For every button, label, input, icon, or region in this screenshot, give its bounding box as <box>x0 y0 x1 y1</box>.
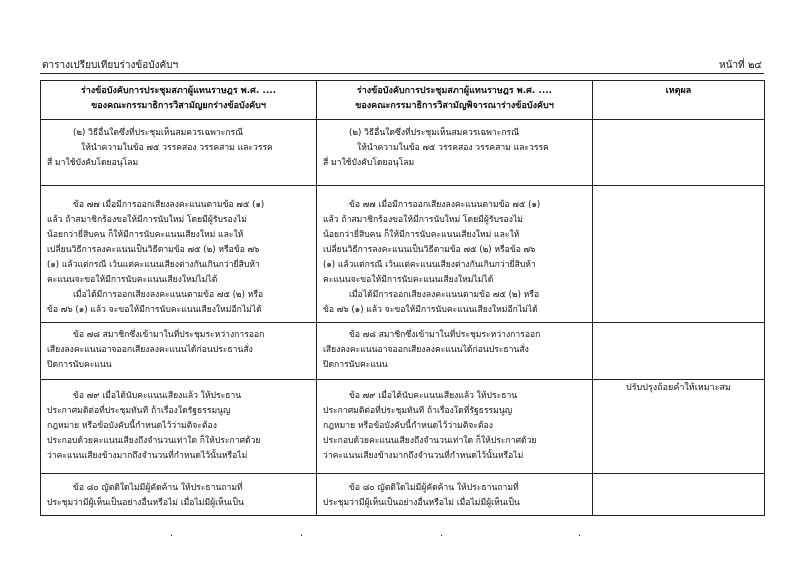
text-line: (๒) วิธีอื่นใดซึ่งที่ประชุมเห็นสมควรเฉพาะกรณี <box>73 128 244 138</box>
text-line: ข้อ ๗๘ สมาชิกซึ่งเข้ามาในที่ประชุมระหว่างการออก <box>349 330 541 340</box>
table-row <box>41 186 765 323</box>
text-line: เสียงลงคะแนนอาจออกเสียงลงคะแนนได้ก่อนประธานสั่ง <box>323 345 529 355</box>
column-header-line: ร่างข้อบังคับการประชุมสภาผู้แทนราษฎร พ.ศ. .... <box>80 86 277 96</box>
text-line: แล้ว ถ้าสมาชิกร้องขอให้มีการนับใหม่ โดยมีผู้รับรองไม่ <box>323 215 523 225</box>
text-line: เมื่อได้มีการออกเสียงลงคะแนนตามข้อ ๗๕ (๒) หรือ <box>349 290 540 300</box>
text-line: เสียงลงคะแนนอาจออกเสียงลงคะแนนได้ก่อนประธานสั่ง <box>47 345 253 355</box>
text-line: ประกาศมติต่อที่ประชุมทันที ถ้าเรื่องใดรัฐธรรมนูญ <box>47 406 231 416</box>
column-header-committee-draft <box>317 81 593 120</box>
table-row <box>41 474 765 516</box>
scan-mark: · <box>300 531 304 542</box>
original-draft-cell <box>41 323 317 380</box>
reason-cell <box>593 186 765 323</box>
reason-cell <box>593 323 765 380</box>
document-title: ตารางเปรียบเทียบร่างข้อบังคับฯ <box>42 60 179 71</box>
page-number: หน้าที่ ๒๔ <box>719 60 762 71</box>
text-line: คะแนนจะขอให้มีการนับคะแนนเสียงใหม่ไม่ได้ <box>47 275 218 285</box>
table-header-row <box>41 81 765 120</box>
text-line: เปลี่ยนวิธีการลงคะแนนเป็นวิธีตามข้อ ๗๕ (๒) หรือข้อ ๗๖ <box>323 245 536 255</box>
reason-cell <box>593 120 765 186</box>
text-line: เปลี่ยนวิธีการลงคะแนนเป็นวิธีตามข้อ ๗๕ (๒) หรือข้อ ๗๖ <box>47 245 260 255</box>
text-line: แล้ว ถ้าสมาชิกร้องขอให้มีการนับใหม่ โดยมีผู้รับรองไม่ <box>47 215 247 225</box>
text-line: (๑) แล้วแต่กรณี เว้นแต่คะแนนเสียงต่างกันเกินกว่ายี่สิบห้า <box>47 260 260 270</box>
comparison-table <box>40 80 765 516</box>
committee-draft-cell <box>317 186 593 323</box>
text-line: น้อยกว่ายี่สิบคน ก็ให้มีการนับคะแนนเสียงใหม่ และให้ <box>47 230 244 240</box>
text-line: เมื่อได้มีการออกเสียงลงคะแนนตามข้อ ๗๕ (๒) หรือ <box>73 290 264 300</box>
text-line: ข้อ ๗๗ เมื่อมีการออกเสียงลงคะแนนตามข้อ ๗๕ (๑) <box>73 200 265 210</box>
column-header-reason: เหตุผล <box>593 81 765 120</box>
text-line: ข้อ ๗๙ เมื่อได้นับคะแนนเสียงแล้ว ให้ประธาน <box>73 391 242 401</box>
original-draft-cell <box>41 380 317 474</box>
text-line: ข้อ ๗๘ สมาชิกซึ่งเข้ามาในที่ประชุมระหว่างการออก <box>73 330 265 340</box>
original-draft-cell <box>41 474 317 516</box>
text-line: ว่าคะแนนเสียงข้างมากถึงจำนวนที่กำหนดไว้นั้นหรือไม่ <box>47 451 248 461</box>
text-line: ว่าคะแนนเสียงข้างมากถึงจำนวนที่กำหนดไว้นั้นหรือไม่ <box>323 451 524 461</box>
committee-draft-cell <box>317 380 593 474</box>
committee-draft-cell <box>317 323 593 380</box>
original-draft-cell <box>41 186 317 323</box>
text-line: ประกอบด้วยคะแนนเสียงถึงจำนวนเท่าใด ก็ให้ประกาศด้วย <box>47 436 261 446</box>
text-line: กฎหมาย หรือข้อบังคับนี้กำหนดไว้ว่ามติจะต้อง <box>47 421 217 431</box>
column-header-original-draft <box>41 81 317 120</box>
column-header-line: ของคณะกรรมาธิการวิสามัญพิจารณาร่างข้อบังคับฯ <box>355 101 554 111</box>
text-line: น้อยกว่ายี่สิบคน ก็ให้มีการนับคะแนนเสียงใหม่ และให้ <box>323 230 520 240</box>
text-line: ปิดการนับคะแนน <box>47 360 112 370</box>
scan-mark: · <box>578 531 582 542</box>
table-row <box>41 120 765 186</box>
text-line: (๑) แล้วแต่กรณี เว้นแต่คะแนนเสียงต่างกันเกินกว่ายี่สิบห้า <box>323 260 536 270</box>
text-line: ข้อ ๗๖ (๑) แล้ว จะขอให้มีการนับคะแนนเสียงใหม่อีกไม่ได้ <box>323 305 538 315</box>
text-line: ให้นำความในข้อ ๗๕ วรรคสอง วรรคสาม และวรรค <box>357 143 549 153</box>
original-draft-cell <box>41 120 317 186</box>
table-row <box>41 380 765 474</box>
scan-mark: · <box>170 531 174 542</box>
text-line: ประกาศมติต่อที่ประชุมทันที ถ้าเรื่องใดที่รัฐธรรมนูญ <box>323 406 513 416</box>
table-row <box>41 323 765 380</box>
column-header-line: ร่างข้อบังคับการประชุมสภาผู้แทนราษฎร พ.ศ. .... <box>356 86 553 96</box>
column-header-line: ของคณะกรรมาธิการวิสามัญยกร่างข้อบังคับฯ <box>91 101 266 111</box>
text-line: ข้อ ๘๐ ญัตติใดไม่มีผู้คัดค้าน ให้ประธานถามที่ <box>349 483 519 493</box>
reason-cell <box>593 474 765 516</box>
text-line: ข้อ ๗๙ เมื่อได้นับคะแนนเสียงแล้ว ให้ประธาน <box>349 391 518 401</box>
text-line: ให้นำความในข้อ ๗๕ วรรคสอง วรรคสาม และวรรค <box>81 143 273 153</box>
header-rule <box>40 73 764 74</box>
committee-draft-cell <box>317 474 593 516</box>
text-line: คะแนนจะขอให้มีการนับคะแนนเสียงใหม่ไม่ได้ <box>323 275 494 285</box>
text-line: ประกอบด้วยคะแนนเสียงถึงจำนวนเท่าใด ก็ให้ประกาศด้วย <box>323 436 537 446</box>
text-line: ข้อ ๘๐ ญัตติใดไม่มีผู้คัดค้าน ให้ประธานถามที่ <box>73 483 243 493</box>
text-line: ประชุมว่ามีผู้เห็นเป็นอย่างอื่นหรือไม่ เมื่อไม่มีผู้เห็นเป็น <box>47 498 244 508</box>
text-line: ปิดการนับคะแนน <box>323 360 388 370</box>
text-line: ประชุมว่ามีผู้เห็นเป็นอย่างอื่นหรือไม่ เมื่อไม่มีผู้เห็นเป็น <box>323 498 520 508</box>
text-line: สี่ มาใช้บังคับโดยอนุโลม <box>47 158 139 168</box>
text-line: สี่ มาใช้บังคับโดยอนุโลม <box>323 158 415 168</box>
text-line: ข้อ ๗๖ (๑) แล้ว จะขอให้มีการนับคะแนนเสียงใหม่อีกไม่ได้ <box>47 305 262 315</box>
scan-mark: · <box>440 531 444 542</box>
text-line: ข้อ ๗๗ เมื่อมีการออกเสียงลงคะแนนตามข้อ ๗๕ (๑) <box>349 200 541 210</box>
committee-draft-cell <box>317 120 593 186</box>
reason-cell: ปรับปรุงถ้อยคำให้เหมาะสม <box>593 380 765 474</box>
text-line: (๒) วิธีอื่นใดซึ่งที่ประชุมเห็นสมควรเฉพาะกรณี <box>349 128 520 138</box>
text-line: กฎหมาย หรือข้อบังคับนี้กำหนดไว้ว่ามติจะต้อง <box>323 421 493 431</box>
